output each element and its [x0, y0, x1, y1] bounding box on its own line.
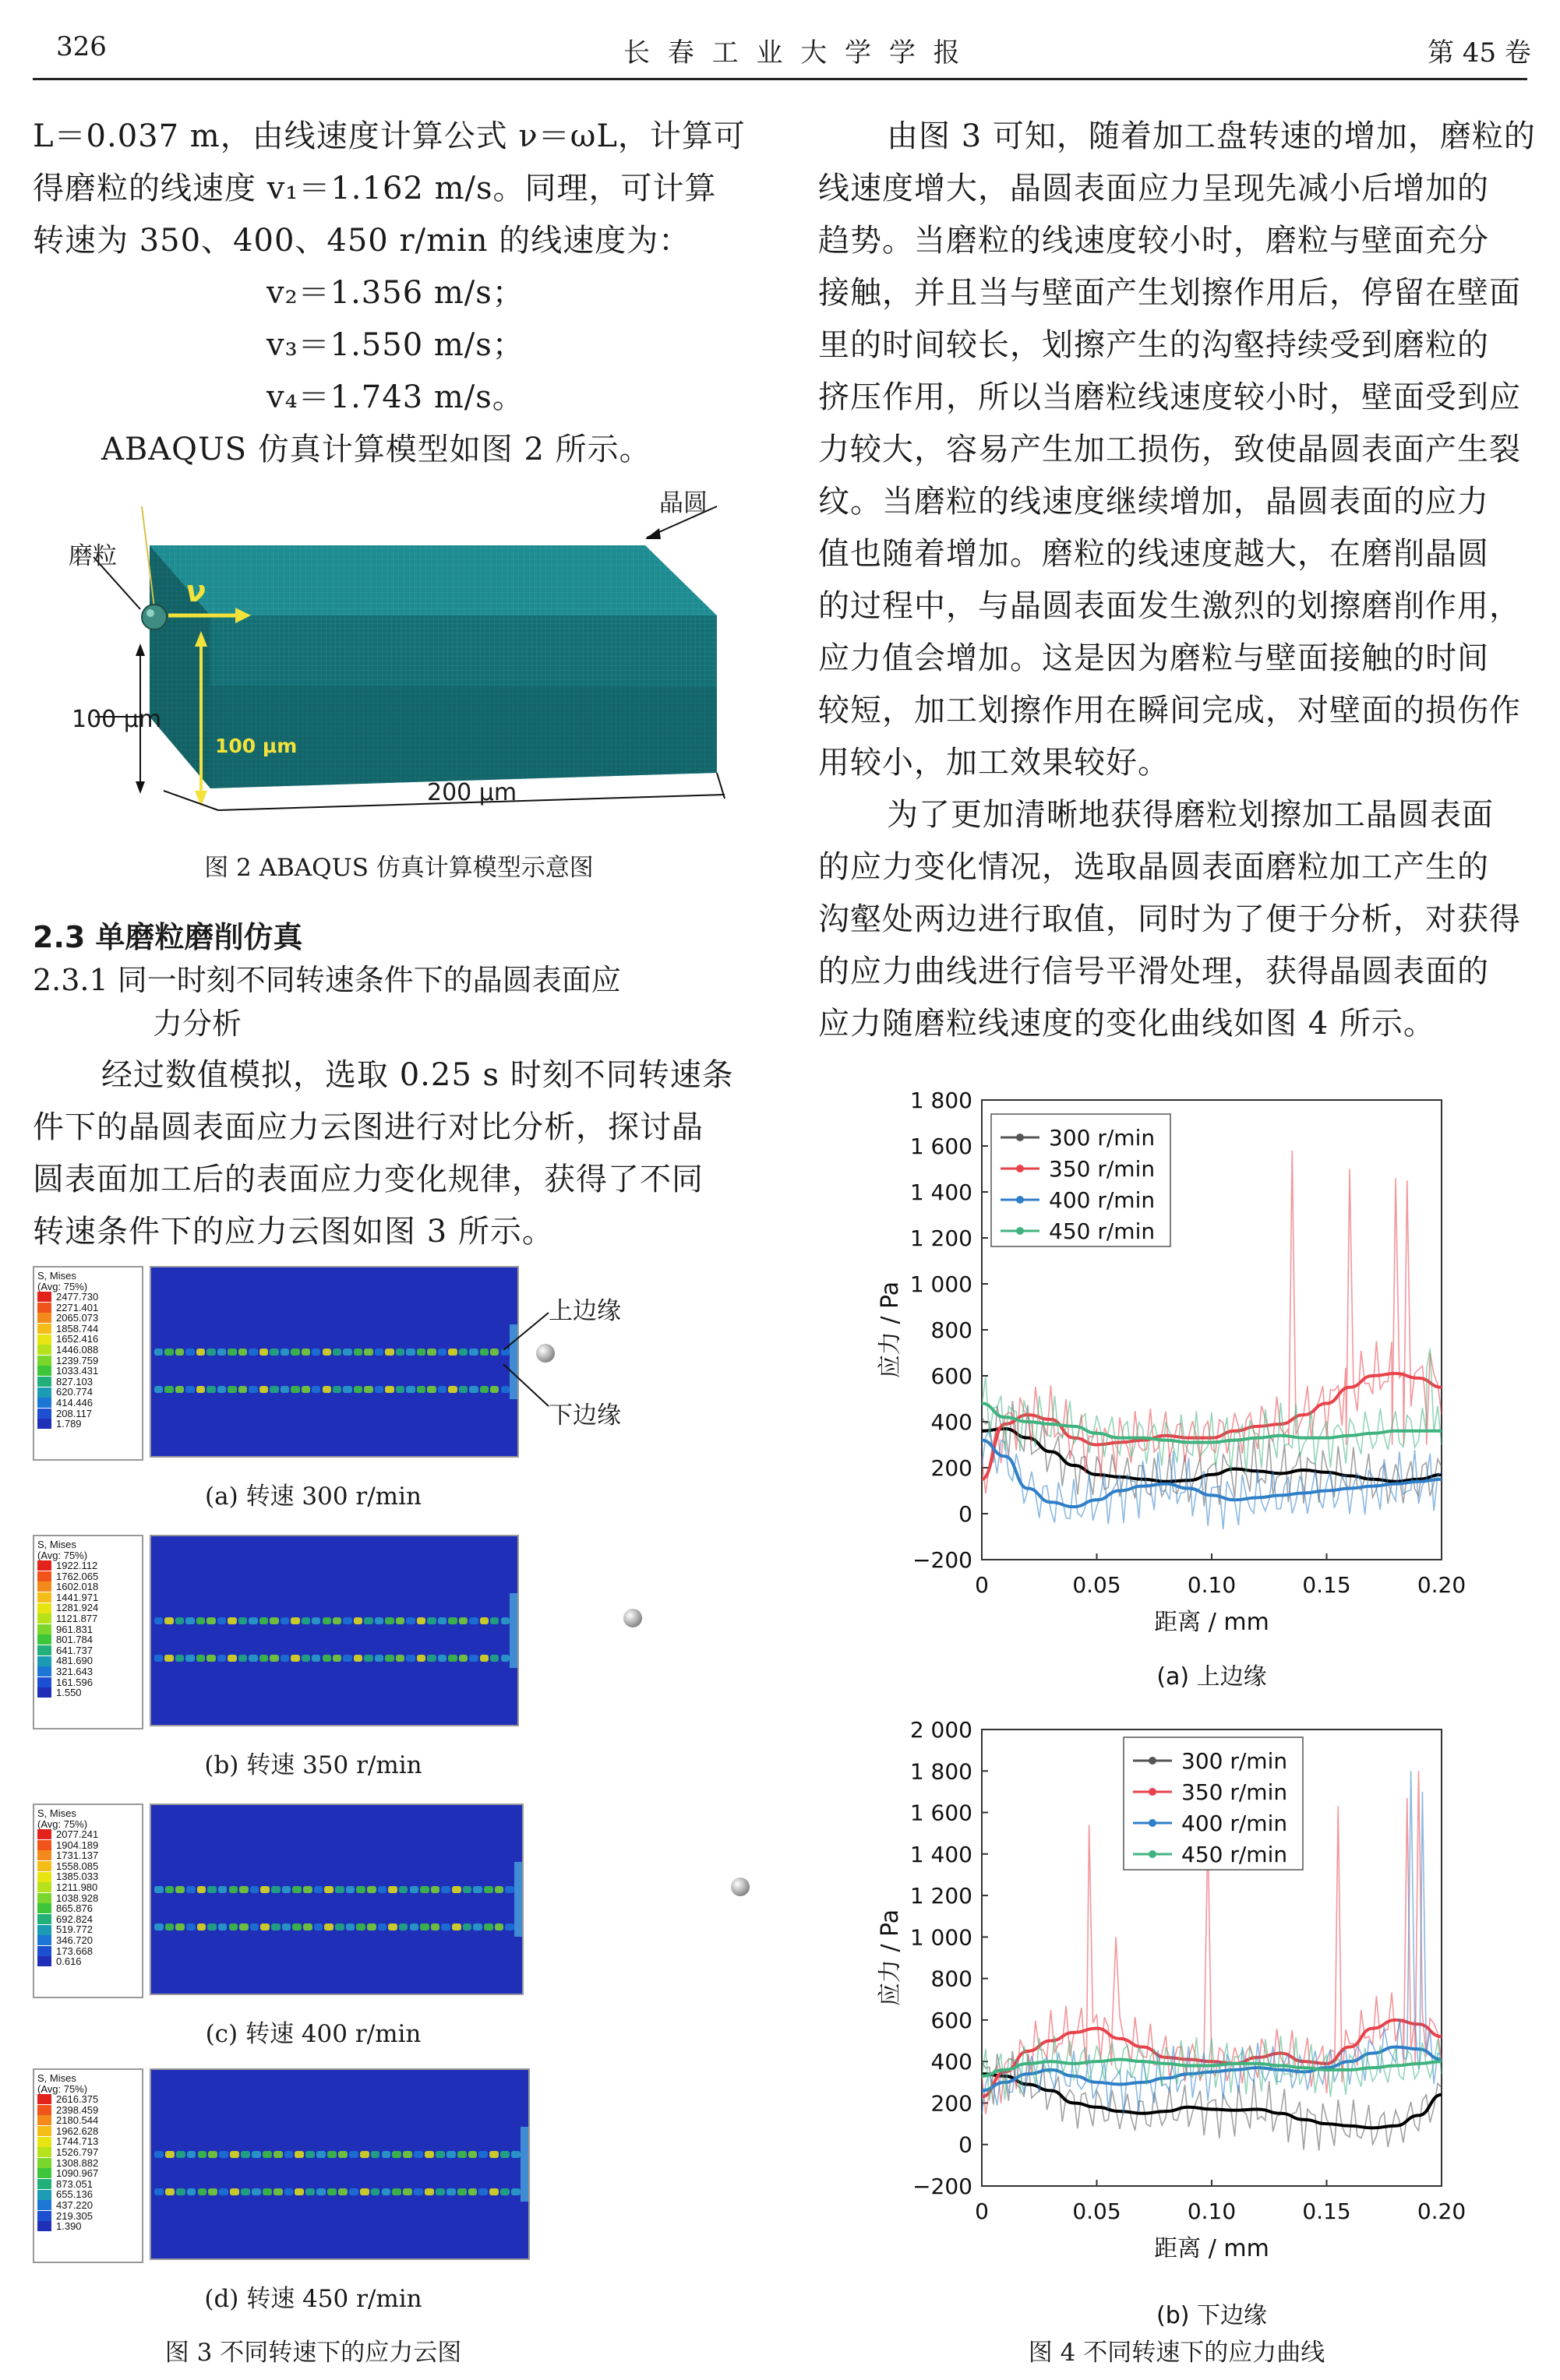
- legend-entry: 414.446: [37, 1398, 139, 1409]
- text-line: 的应力变化情况，选取晶圆表面磨粒加工产生的: [818, 849, 1489, 885]
- legend-marker: [1016, 1134, 1024, 1141]
- legend-title: S, Mises: [37, 1807, 76, 1819]
- text-line: 由图 3 可知，随着加工盘转速的增加，磨粒的: [887, 118, 1536, 154]
- figure2-caption: 图 2 ABAQUS 仿真计算模型示意图: [204, 854, 594, 882]
- legend-entry: 1744.713: [37, 2136, 139, 2147]
- text-line: 件下的晶圆表面应力云图进行对比分析，探讨晶: [33, 1109, 704, 1145]
- legend-entry: 692.824: [37, 1914, 139, 1925]
- legend-entry: 801.784: [37, 1634, 139, 1645]
- wafer-label: 晶圆: [659, 489, 708, 517]
- wafer-top-face: [150, 545, 717, 615]
- text-line: 为了更加清晰地获得磨粒划擦加工晶圆表面: [887, 797, 1494, 833]
- abaqus-model-figure: [55, 483, 756, 826]
- y-tick-label: −200: [912, 2174, 972, 2199]
- legend-entry: 1904.189: [37, 1840, 139, 1851]
- velocity-label: ν: [185, 574, 206, 608]
- section-2-3-1-heading-cont: 力分析: [153, 1007, 242, 1041]
- grain-sphere-icon: [623, 1609, 642, 1627]
- legend-label: 350 r/min: [1049, 1156, 1156, 1182]
- outer-dim-label: 100 μm: [72, 706, 162, 733]
- y-tick-label: 800: [930, 1317, 972, 1343]
- stress-contour-image: [150, 1535, 519, 1726]
- legend-entry: 1.390: [37, 2221, 139, 2232]
- legend-entry: 1033.431: [37, 1366, 139, 1377]
- figure4-caption: 图 4 不同转速下的应力曲线: [1028, 2339, 1325, 2367]
- legend-entry: 0.616: [37, 1956, 139, 1967]
- legend-entry: 1602.018: [37, 1581, 139, 1592]
- equation-v3: v₃＝1.550 m/s；: [266, 327, 524, 363]
- text-line: 应力值会增加。这是因为磨粒与壁面接触的时间: [818, 640, 1489, 676]
- legend-entry: 620.774: [37, 1387, 139, 1398]
- legend-entry: 1211.980: [37, 1882, 139, 1893]
- legend-subtitle: (Avg: 75%): [37, 1280, 88, 1292]
- legend-entry: 1762.065: [37, 1571, 139, 1582]
- legend-entry: 1.550: [37, 1687, 139, 1698]
- lower-edge-label: 下边缘: [549, 1402, 621, 1430]
- x-tick-label: 0.05: [1072, 1572, 1121, 1598]
- text-line: 用较小，加工效果较好。: [818, 745, 1170, 781]
- page-number: 326: [56, 31, 107, 62]
- journal-title: 长 春 工 业 大 学 学 报: [623, 37, 965, 69]
- legend-entry: 865.876: [37, 1903, 139, 1914]
- y-tick-label: 600: [930, 1363, 972, 1389]
- x-tick-label: 0.10: [1187, 1572, 1237, 1598]
- legend-entry: 481.690: [37, 1655, 139, 1666]
- legend-label: 450 r/min: [1181, 1842, 1288, 1867]
- legend-marker: [1149, 1757, 1156, 1765]
- grain-sphere: [142, 605, 167, 629]
- y-tick-label: 0: [958, 2131, 972, 2158]
- text-line: 的过程中，与晶圆表面发生激烈的划擦磨削作用，: [818, 588, 1521, 624]
- x-tick-label: 0.20: [1417, 2198, 1466, 2224]
- y-tick-label: 400: [930, 2049, 972, 2075]
- y-tick-label: 800: [930, 1966, 972, 1992]
- text-line: 力较大，容易产生加工损伤，致使晶圆表面产生裂: [818, 432, 1521, 467]
- legend-entry: 2180.544: [37, 2115, 139, 2126]
- legend-entry: 873.051: [37, 2179, 139, 2190]
- legend-marker: [1016, 1227, 1024, 1235]
- legend-marker: [1016, 1165, 1024, 1172]
- left-column: [33, 111, 765, 476]
- text-line: 得磨粒的线速度 v₁＝1.162 m/s。同理，可计算: [33, 171, 717, 206]
- text-line: 纹。当磨粒的线速度继续增加，晶圆表面的应力: [818, 484, 1489, 520]
- text-line: 经过数值模拟，选取 0.25 s 时刻不同转速条: [101, 1057, 734, 1093]
- text-line: 圆表面加工后的表面应力变化规律，获得了不同: [33, 1162, 704, 1197]
- legend-entry: 1731.137: [37, 1850, 139, 1861]
- text-line: 较短，加工划擦作用在瞬间完成，对壁面的损伤作: [818, 693, 1521, 728]
- text-line: 值也随着增加。磨粒的线速度越大，在磨削晶圆: [818, 536, 1489, 572]
- legend-entry: 2398.459: [37, 2105, 139, 2116]
- upper-edge-label: 上边缘: [549, 1297, 621, 1325]
- contour-legend: [33, 1804, 143, 1998]
- y-tick-label: 200: [930, 2090, 972, 2117]
- legend-entry: 173.668: [37, 1946, 139, 1957]
- chart-caption: (b) 下边缘: [1156, 2302, 1267, 2329]
- legend-entry: 2616.375: [37, 2094, 139, 2105]
- legend-entry: 1858.744: [37, 1324, 139, 1335]
- contour-panel-caption: (d) 转速 450 r/min: [204, 2285, 422, 2313]
- contour-legend: [33, 2068, 143, 2263]
- y-tick-label: −200: [912, 1547, 972, 1573]
- text-line: 里的时间较长，划擦产生的沟壑持续受到磨粒的: [818, 327, 1489, 363]
- legend-entry: 1038.928: [37, 1893, 139, 1904]
- legend-label: 400 r/min: [1049, 1187, 1156, 1213]
- legend-entry: 961.831: [37, 1624, 139, 1635]
- x-tick-label: 0.15: [1302, 1572, 1351, 1598]
- stress-contour-image: [150, 2068, 530, 2260]
- figure3-caption: 图 3 不同转速下的应力云图: [164, 2339, 462, 2367]
- text-line: 挤压作用，所以当磨粒线速度较小时，壁面受到应: [818, 379, 1521, 415]
- x-tick-label: 0: [975, 2198, 989, 2224]
- left-para3: [33, 1049, 765, 1258]
- legend-marker: [1016, 1196, 1024, 1204]
- chart-caption: (a) 上边缘: [1156, 1663, 1267, 1691]
- y-tick-label: 1 600: [909, 1800, 972, 1826]
- grain-sphere-icon: [731, 1878, 750, 1896]
- legend-entry: 2271.401: [37, 1303, 139, 1313]
- contour-panel-caption: (a) 转速 300 r/min: [205, 1483, 422, 1511]
- section-2-3-1-heading: 2.3.1 同一时刻不同转速条件下的晶圆表面应: [33, 963, 621, 997]
- stress-contour-image: [150, 1804, 524, 1995]
- legend-label: 450 r/min: [1049, 1218, 1156, 1244]
- y-tick-label: 1 000: [909, 1271, 972, 1297]
- contour-panel-caption: (b) 转速 350 r/min: [204, 1751, 422, 1779]
- legend-label: 300 r/min: [1049, 1125, 1156, 1151]
- equation-v4: v₄＝1.743 m/s。: [266, 379, 524, 415]
- legend-label: 350 r/min: [1181, 1779, 1288, 1805]
- x-tick-label: 0.05: [1072, 2198, 1121, 2224]
- y-tick-label: 200: [930, 1455, 972, 1481]
- header-rule: [33, 78, 1527, 80]
- text-line: 线速度增大，晶圆表面应力呈现先减小后增加的: [818, 171, 1489, 206]
- legend-title: S, Mises: [37, 1539, 76, 1550]
- legend-label: 400 r/min: [1181, 1811, 1288, 1836]
- y-tick-label: 1 000: [909, 1924, 972, 1951]
- text-line: 应力随磨粒线速度的变化曲线如图 4 所示。: [818, 1006, 1435, 1042]
- legend-subtitle: (Avg: 75%): [37, 1549, 88, 1561]
- volume-label: 第 45 卷: [1428, 37, 1531, 69]
- y-tick-label: 1 400: [909, 1179, 972, 1205]
- legend-entry: 1558.085: [37, 1861, 139, 1872]
- y-axis-label: 应力 / Pa: [877, 1281, 904, 1379]
- edge-pointer-lines: [492, 1289, 586, 1422]
- stress-contour-image: [150, 1266, 519, 1458]
- legend-entry: 1.789: [37, 1419, 139, 1430]
- y-tick-label: 2 000: [909, 1717, 972, 1743]
- legend-entry: 321.643: [37, 1666, 139, 1677]
- legend-entry: 1308.882: [37, 2158, 139, 2169]
- legend-label: 300 r/min: [1181, 1748, 1288, 1774]
- legend-entry: 1922.112: [37, 1560, 139, 1571]
- legend-title: S, Mises: [37, 2072, 76, 2084]
- legend-entry: 437.220: [37, 2200, 139, 2211]
- y-tick-label: 1 200: [909, 1883, 972, 1909]
- contour-legend: [33, 1535, 143, 1729]
- y-tick-label: 1 800: [909, 1088, 972, 1113]
- legend-entry: 2065.073: [37, 1313, 139, 1324]
- text-line: 转速条件下的应力云图如图 3 所示。: [33, 1214, 554, 1250]
- text-line: ABAQUS 仿真计算模型如图 2 所示。: [101, 432, 651, 467]
- text-line: 趋势。当磨粒的线速度较小时，磨粒与壁面充分: [818, 223, 1489, 259]
- legend-marker: [1149, 1819, 1156, 1827]
- text-line: 转速为 350、400、450 r/min 的线速度为：: [33, 223, 691, 259]
- legend-entry: 1090.967: [37, 2168, 139, 2179]
- legend-entry: 346.720: [37, 1935, 139, 1946]
- legend-marker: [1149, 1850, 1156, 1858]
- legend-entry: 1962.628: [37, 2126, 139, 2137]
- length-dim-label: 200 μm: [427, 779, 517, 806]
- contour-figure: [33, 1266, 765, 2357]
- legend-entry: 827.103: [37, 1377, 139, 1387]
- legend-entry: 1526.797: [37, 2147, 139, 2158]
- legend-entry: 519.772: [37, 1924, 139, 1935]
- x-tick-label: 0.15: [1302, 2198, 1351, 2224]
- lower-edge-stress-chart: [826, 1698, 1527, 2329]
- x-tick-label: 0.20: [1417, 1572, 1466, 1598]
- text-line: 接触，并且当与壁面产生划擦作用后，停留在壁面: [818, 275, 1521, 311]
- contour-panel-caption: (c) 转速 400 r/min: [205, 2020, 422, 2048]
- legend-subtitle: (Avg: 75%): [37, 1818, 88, 1830]
- equation-v2: v₂＝1.356 m/s；: [266, 275, 524, 311]
- y-tick-label: 400: [930, 1409, 972, 1435]
- legend-entry: 208.117: [37, 1409, 139, 1419]
- right-column: [818, 111, 1535, 1050]
- legend-entry: 655.136: [37, 2189, 139, 2200]
- legend-entry: 1281.924: [37, 1603, 139, 1613]
- y-axis-label: 应力 / Pa: [877, 1909, 904, 2007]
- inner-dim-label: 100 μm: [215, 735, 298, 757]
- contour-legend: [33, 1266, 143, 1461]
- x-axis-label: 距离 / mm: [1154, 1609, 1269, 1636]
- text-line: 的应力曲线进行信号平滑处理，获得晶圆表面的: [818, 954, 1489, 989]
- legend-entry: 161.596: [37, 1677, 139, 1688]
- legend-title: S, Mises: [37, 1270, 76, 1282]
- legend-entry: 1385.033: [37, 1871, 139, 1882]
- x-tick-label: 0: [975, 1572, 989, 1598]
- text-line: 沟壑处两边进行取值，同时为了便于分析，对获得: [818, 901, 1521, 937]
- legend-entry: 2077.241: [37, 1829, 139, 1840]
- series-raw-line: [982, 1349, 1442, 1473]
- y-tick-label: 1 200: [909, 1225, 972, 1251]
- section-2-3-heading: 2.3 单磨粒磨削仿真: [33, 920, 303, 954]
- legend-marker: [1149, 1788, 1156, 1796]
- legend-entry: 2477.730: [37, 1292, 139, 1303]
- text-line: L＝0.037 m，由线速度计算公式 ν＝ωL，计算可: [33, 118, 746, 154]
- legend-entry: 1121.877: [37, 1613, 139, 1624]
- upper-edge-stress-chart: [826, 1067, 1527, 1691]
- legend-entry: 1446.088: [37, 1345, 139, 1356]
- y-tick-label: 1 800: [909, 1758, 972, 1785]
- grain-label: 磨粒: [69, 542, 117, 570]
- legend-entry: 1239.759: [37, 1356, 139, 1366]
- legend-entry: 1441.971: [37, 1592, 139, 1603]
- y-tick-label: 1 400: [909, 1841, 972, 1867]
- legend-entry: 219.305: [37, 2211, 139, 2222]
- legend-subtitle: (Avg: 75%): [37, 2082, 88, 2095]
- y-tick-label: 0: [958, 1501, 972, 1527]
- x-axis-label: 距离 / mm: [1154, 2235, 1269, 2262]
- legend-entry: 641.737: [37, 1645, 139, 1656]
- y-tick-label: 600: [930, 2007, 972, 2033]
- y-tick-label: 1 600: [909, 1134, 972, 1159]
- x-tick-label: 0.10: [1187, 2198, 1237, 2224]
- legend-entry: 1652.416: [37, 1334, 139, 1345]
